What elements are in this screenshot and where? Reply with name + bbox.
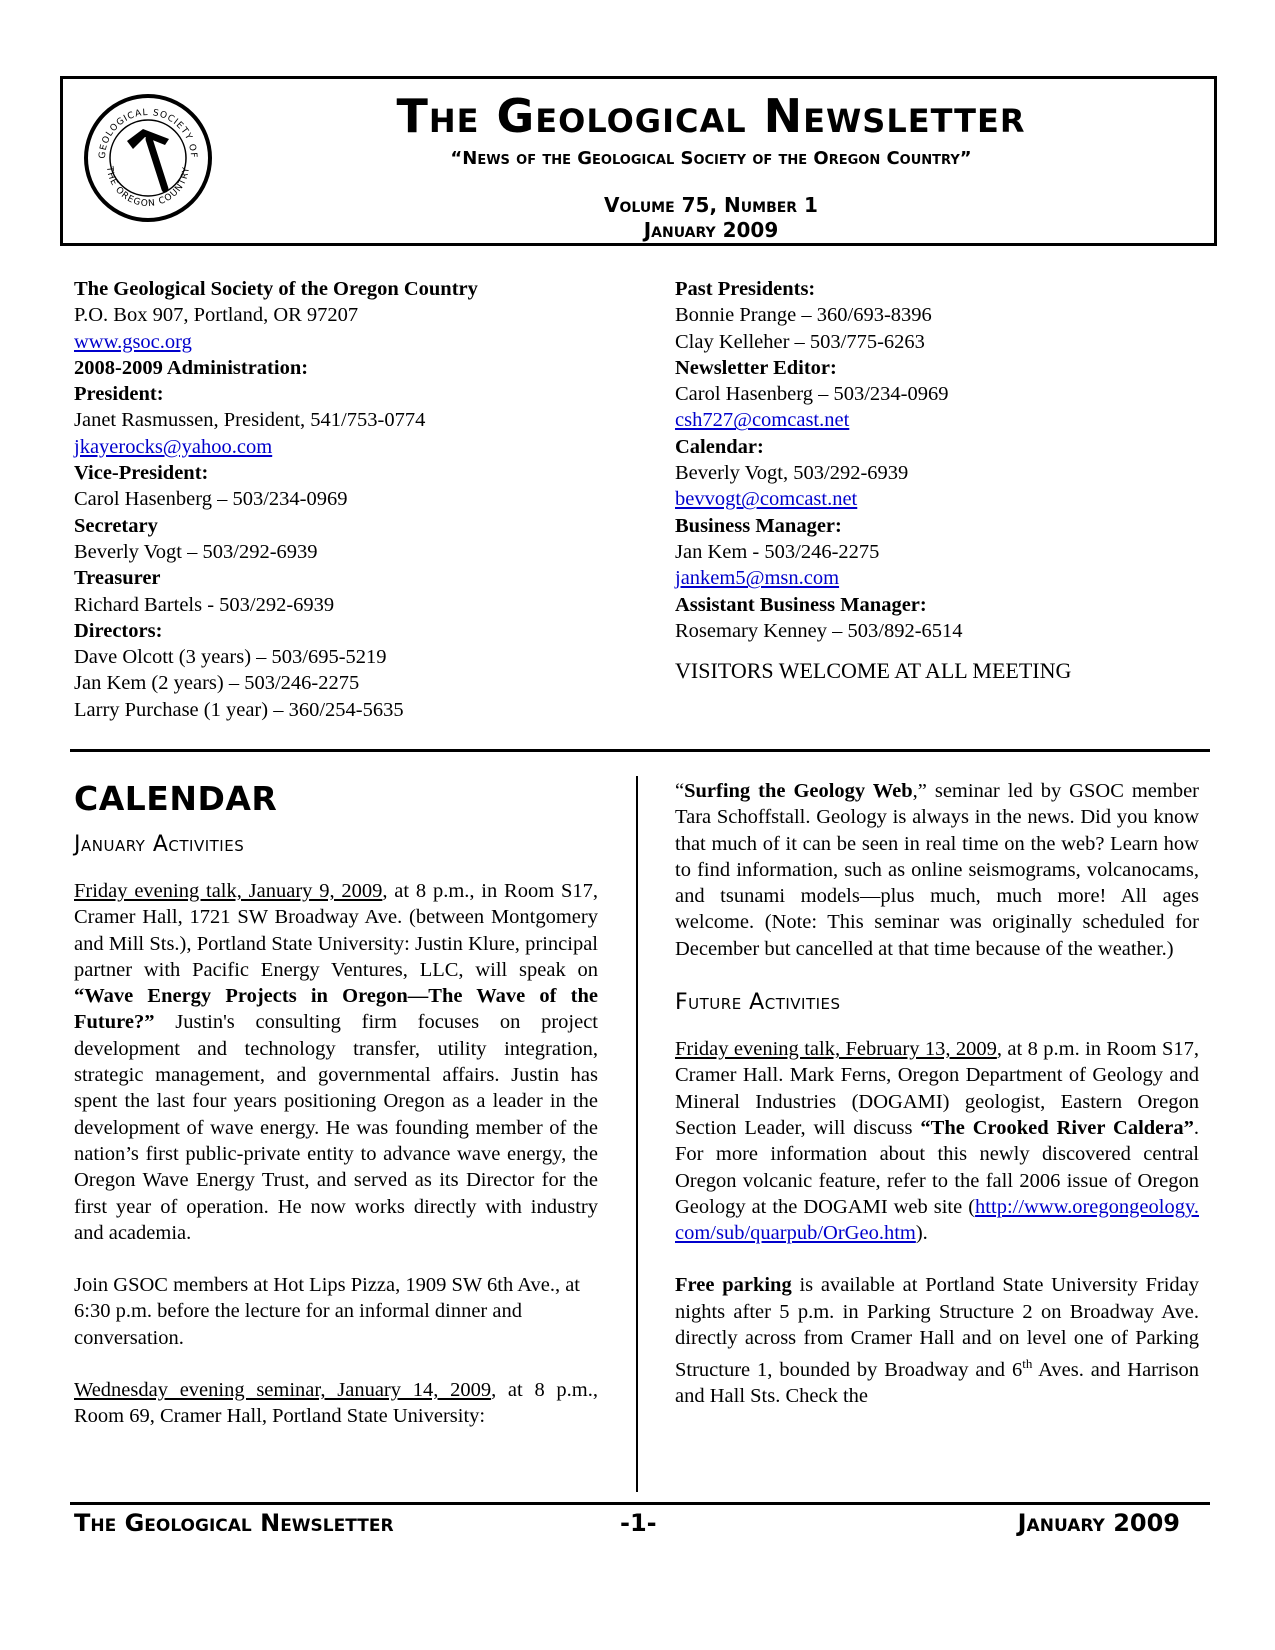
visitors-notice: VISITORS WELCOME AT ALL MEETING [675, 658, 1072, 684]
masthead [60, 76, 1217, 246]
vp-label: Vice-President: [74, 462, 209, 485]
section-divider [70, 749, 1210, 752]
future-event-paragraph: Friday evening talk, February 13, 2009, at 8 p.m. in Room S17, Cramer Hall. Mark Ferns, Oregon Department of Geology and Mineral Industries (DOGAMI) geologist, Eastern Oregon Section Leader, will discuss “The Crooked River Caldera”. For more information about this newly discovered central Oregon volcanic feature, refer to the fall 2006 issue of Oregon Geology at the DOGAMI web site (http://www.oregongeology.com/sub/quarpub/OrGeo.htm). [675, 1038, 1199, 1245]
secretary-label: Secretary [74, 514, 158, 537]
free-parking-label: Free parking [675, 1274, 792, 1297]
director-item: Jan Kem (2 years) – 503/246-2275 [74, 672, 360, 695]
event-date-jan9: Friday evening talk, January 9, 2009 [74, 880, 383, 902]
future-talk-title: “The Crooked River Caldera” [920, 1116, 1194, 1139]
president-contact: Janet Rasmussen, President, 541/753-0774 [74, 409, 426, 432]
business-manager-label: Business Manager: [675, 514, 842, 537]
treasurer-label: Treasurer [74, 567, 161, 590]
dinner-paragraph: Join GSOC members at Hot Lips Pizza, 1909 SW 6th Ave., at 6:30 p.m. before the lecture for an informal dinner and conversation. [74, 1274, 581, 1349]
calendar-heading: CALENDAR [74, 779, 278, 818]
newsletter-subtitle: “News of the Geological Society of the Oregon Country” [450, 148, 972, 169]
contacts-left [74, 276, 634, 723]
footer-divider [70, 1502, 1210, 1505]
past-presidents-label: Past Presidents: [675, 278, 816, 300]
past-president-item: Clay Kelleher – 503/775-6263 [675, 330, 925, 353]
page-number: -1- [620, 1509, 657, 1537]
president-email-link[interactable]: jkayerocks@yahoo.com [74, 435, 273, 458]
past-president-item: Bonnie Prange – 360/693-8396 [675, 304, 932, 327]
calendar-contact: Beverly Vogt, 503/292-6939 [675, 462, 909, 485]
editor-label: Newsletter Editor: [675, 356, 837, 379]
event-date-feb13: Friday evening talk, February 13, 2009 [675, 1038, 997, 1061]
footer-title: The Geological Newsletter [74, 1509, 394, 1537]
event-paragraph: Friday evening talk, January 9, 2009, at 8 p.m., in Room S17, Cramer Hall, 1721 SW Broadway Ave. (between Montgomery and Mill Sts.), Portland State University: Justin Klure, principal partner with Pacific Energy Ventures, LLC, will speak on “Wave Energy Projects in Oregon—The Wave of the Future?” Justin's consulting firm focuses on project development and technology transfer, utility integration, strategic management, and governmental affairs. Justin has spent the last four years positioning Oregon as a leader in the development of wave energy. He was founding member of the nation’s first public-private entity to advance wave energy, the Oregon Wave Energy Trust, and served as its Director for the first year of operation. He now works directly with industry and academia. [74, 880, 598, 1244]
business-manager-email-link[interactable]: jankem5@msn.com [675, 567, 840, 590]
website-link[interactable]: www.gsoc.org [74, 330, 192, 353]
calendar-column-left [74, 778, 598, 1456]
assistant-bm-contact: Rosemary Kenney – 503/892-6514 [675, 619, 963, 642]
svg-text:THE OREGON COUNTRY [104, 165, 192, 209]
logo-text-top: GEOLOGICAL SOCIETY OF [97, 107, 199, 159]
dogami-url-link[interactable]: http://www.oregongeology.com/sub/quarpub/OrGeo.htm [675, 1195, 1199, 1245]
director-item: Larry Purchase (1 year) – 360/254-5635 [74, 698, 404, 721]
footer-date: January 2009 [1017, 1509, 1180, 1537]
directors-label: Directors: [74, 619, 163, 642]
volume-number: Volume 75, Number 1 [604, 193, 818, 217]
org-name: The Geological Society of the Oregon Country [74, 278, 478, 300]
director-item: Dave Olcott (3 years) – 503/695-5219 [74, 646, 387, 669]
editor-email-link[interactable]: csh727@comcast.net [675, 409, 850, 432]
society-logo [83, 93, 213, 223]
seminar-paragraph: Wednesday evening seminar, January 14, 2009, at 8 p.m., Room 69, Cramer Hall, Portland State University: [74, 1379, 598, 1428]
admin-heading: 2008-2009 Administration: [74, 356, 309, 379]
talk-title: “Wave Energy Projects in Oregon—The Wave of the Future?” [74, 985, 598, 1034]
future-activities-heading: Future Activities [675, 990, 841, 1016]
volume-info [231, 193, 1191, 243]
issue-date: January 2009 [643, 218, 779, 242]
president-label: President: [74, 383, 164, 406]
business-manager-contact: Jan Kem - 503/246-2275 [675, 540, 880, 563]
vp-contact: Carol Hasenberg – 503/234-0969 [74, 488, 348, 511]
seminar-description: “Surfing the Geology Web,” seminar led by GSOC member Tara Schoffstall. Geology is always in the news. Did you know that much of it can be seen in real time on the web? Learn how to find information, such as online seismograms, volcanocams, and tsunami models—plus much, much more! All ages welcome. (Note: This seminar was originally scheduled for December but cancelled at that time because of the weather.) [675, 780, 1200, 960]
treasurer-contact: Richard Bartels - 503/292-6939 [74, 593, 335, 616]
seminar-title: Surfing the Geology Web [684, 780, 913, 802]
contacts-right [675, 276, 1235, 684]
parking-paragraph: Free parking is available at Portland State University Friday nights after 5 p.m. in Parking Structure 2 on Broadway Ave. directly across from Cramer Hall and on level one of Parking Structure 1, bounded by Broadway and 6th Aves. and Harrison and Hall Sts. Check the [675, 1274, 1200, 1408]
logo-text-bottom: THE OREGON COUNTRY [103, 165, 193, 210]
editor-contact: Carol Hasenberg – 503/234-0969 [675, 383, 949, 406]
january-activities-heading: January Activities [74, 832, 245, 857]
calendar-email-link[interactable]: bevvogt@comcast.net [675, 488, 858, 511]
calendar-label: Calendar: [675, 435, 764, 458]
column-divider [636, 776, 638, 1492]
rock-hammer-icon [127, 129, 169, 189]
newsletter-title: The Geological Newsletter [396, 89, 1026, 143]
event-date-jan14: Wednesday evening seminar, January 14, 2009 [74, 1379, 492, 1402]
calendar-column-right [675, 778, 1199, 1436]
org-address: P.O. Box 907, Portland, OR 97207 [74, 304, 359, 327]
assistant-bm-label: Assistant Business Manager: [675, 593, 927, 616]
secretary-contact: Beverly Vogt – 503/292-6939 [74, 540, 318, 563]
